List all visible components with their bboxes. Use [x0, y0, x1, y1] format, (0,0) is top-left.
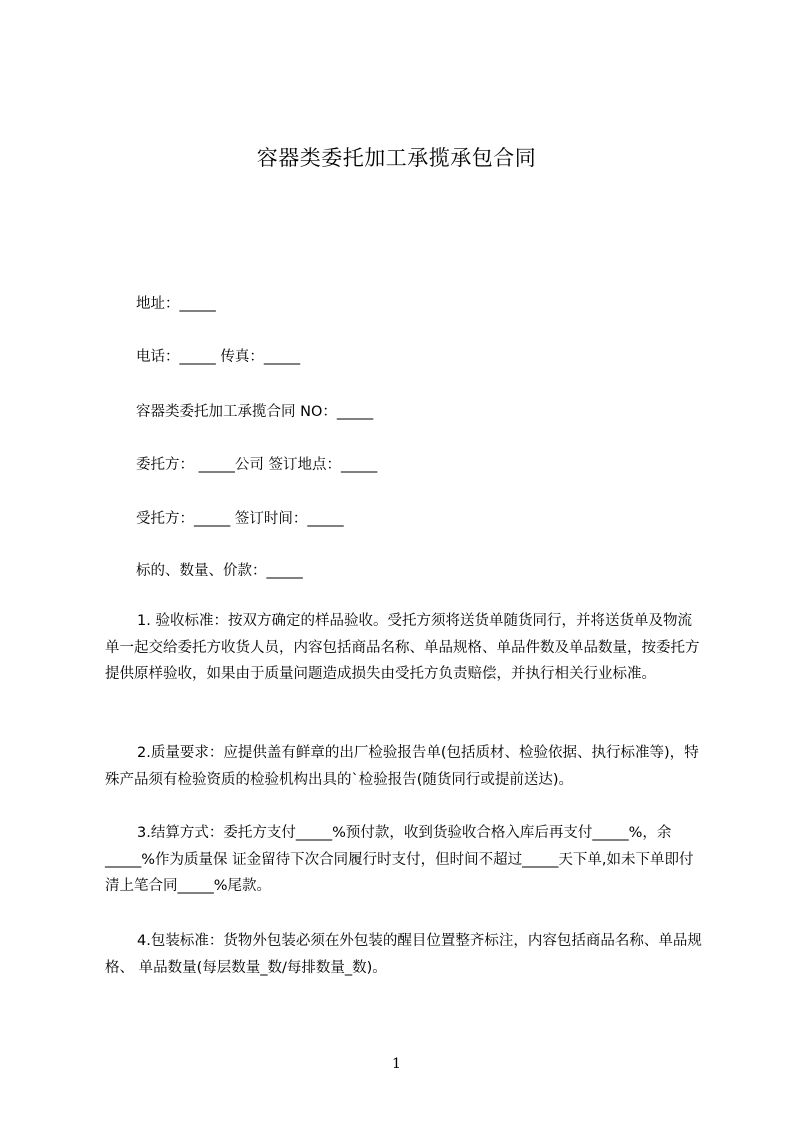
- clause-text: 4.包装标准：货物外包装必须在外包装的醒目位置整齐标注，内容包括商品名称、单品规格、 单品数量(每层数量_数/每排数量_数)。: [105, 933, 702, 976]
- clause-text: 2.质量要求：应提供盖有鲜章的出厂检验报告单(包括质材、检验依据、执行标准等)，特殊产品须有检验资质的检验机构出具的`检验报告(随货同行或提前送达)。: [105, 745, 699, 788]
- client-field: 委托方： _____公司 签订地点：_____: [136, 457, 378, 473]
- subject-field: 标的、数量、价款：_____: [136, 563, 303, 579]
- address-field: 地址：_____: [136, 296, 216, 312]
- clause-packaging: [105, 928, 705, 981]
- page-number: 1: [392, 1056, 401, 1072]
- phone-fax-field: 电话：_____ 传真：_____: [136, 349, 301, 365]
- clause-acceptance: [105, 608, 705, 688]
- contract-number-field: 容器类委托加工承揽合同 NO：_____: [136, 404, 374, 420]
- clause-quality: [105, 740, 705, 793]
- clause-settlement: [105, 820, 705, 900]
- clause-text: 1. 验收标准：按双方确定的样品验收。受托方须将送货单随货同行，并将送货单及物流单一起交给委托方收货人员，内容包括商品名称、单品规格、单品件数及单品数量，按委托方提供原样验收，如果由于质量问题造成损失由受托方负责赔偿，并执行相关行业标准。: [105, 613, 700, 682]
- contractor-field: 受托方：_____ 签订时间：_____: [136, 511, 344, 527]
- clause-text: 3.结算方式：委托方支付_____%预付款，收到货验收合格入库后再支付_____%，余_____%作为质量保 证金留待下次合同履行时支付，但时间不超过_____天下单,如未下单即付清上笔合同_____%尾款。: [105, 825, 694, 894]
- document-title: 容器类委托加工承揽承包合同: [256, 146, 537, 170]
